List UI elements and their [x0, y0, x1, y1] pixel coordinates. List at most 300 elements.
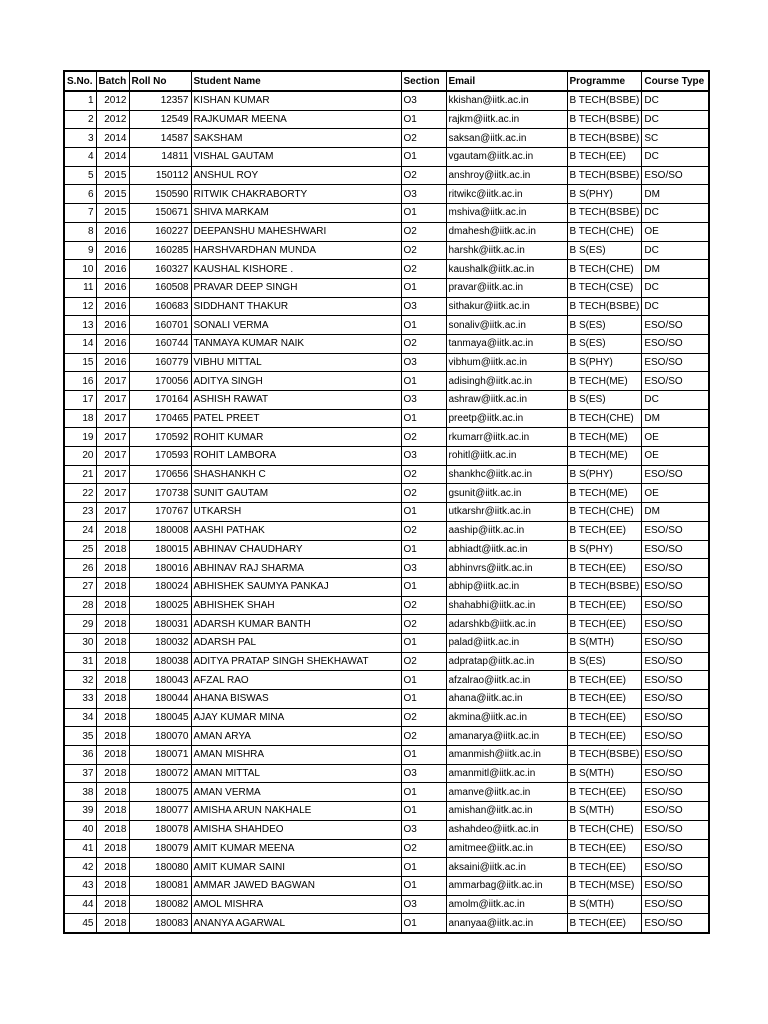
cell-email: sonaliv@iitk.ac.in — [446, 316, 567, 335]
cell-batch: 2016 — [96, 353, 129, 372]
cell-roll-no: 170465 — [129, 409, 191, 428]
cell-course-type: ESO/SO — [642, 465, 709, 484]
cell-section: O2 — [401, 596, 446, 615]
cell-course-type: OE — [642, 222, 709, 241]
cell-section: O3 — [401, 91, 446, 110]
cell-roll-no: 180071 — [129, 746, 191, 765]
cell-batch: 2018 — [96, 540, 129, 559]
cell-programme: B TECH(BSBE) — [567, 110, 642, 129]
cell-batch: 2016 — [96, 297, 129, 316]
table-row — [64, 708, 709, 727]
cell-student-name: ROHIT KUMAR — [191, 428, 401, 447]
cell-section: O1 — [401, 577, 446, 596]
cell-sno: 22 — [64, 484, 96, 503]
cell-batch: 2018 — [96, 727, 129, 746]
cell-course-type: DC — [642, 297, 709, 316]
cell-batch: 2018 — [96, 671, 129, 690]
cell-email: adarshkb@iitk.ac.in — [446, 615, 567, 634]
cell-programme: B TECH(EE) — [567, 690, 642, 709]
cell-section: O1 — [401, 633, 446, 652]
cell-sno: 28 — [64, 596, 96, 615]
cell-course-type: ESO/SO — [642, 820, 709, 839]
cell-sno: 44 — [64, 895, 96, 914]
cell-sno: 11 — [64, 278, 96, 297]
cell-email: ananyaa@iitk.ac.in — [446, 914, 567, 933]
cell-course-type: ESO/SO — [642, 596, 709, 615]
cell-roll-no: 14811 — [129, 148, 191, 167]
cell-sno: 34 — [64, 708, 96, 727]
cell-batch: 2016 — [96, 334, 129, 353]
cell-roll-no: 180032 — [129, 633, 191, 652]
header-section: Section — [401, 71, 446, 91]
table-row — [64, 802, 709, 821]
header-course-type: Course Type — [642, 71, 709, 91]
cell-email: pravar@iitk.ac.in — [446, 278, 567, 297]
cell-student-name: AMAN MISHRA — [191, 746, 401, 765]
cell-course-type: ESO/SO — [642, 372, 709, 391]
cell-student-name: DEEPANSHU MAHESHWARI — [191, 222, 401, 241]
cell-section: O1 — [401, 858, 446, 877]
cell-student-name: AMAN VERMA — [191, 783, 401, 802]
cell-email: adpratap@iitk.ac.in — [446, 652, 567, 671]
table-row — [64, 914, 709, 933]
cell-roll-no: 160683 — [129, 297, 191, 316]
cell-programme: B TECH(CHE) — [567, 503, 642, 522]
cell-programme: B TECH(EE) — [567, 783, 642, 802]
cell-course-type: ESO/SO — [642, 540, 709, 559]
cell-section: O1 — [401, 316, 446, 335]
cell-course-type: ESO/SO — [642, 577, 709, 596]
cell-course-type: DM — [642, 185, 709, 204]
cell-programme: B S(ES) — [567, 334, 642, 353]
cell-programme: B TECH(BSBE) — [567, 577, 642, 596]
cell-roll-no: 160227 — [129, 222, 191, 241]
cell-roll-no: 180043 — [129, 671, 191, 690]
cell-batch: 2018 — [96, 802, 129, 821]
cell-student-name: UTKARSH — [191, 503, 401, 522]
table-header — [64, 71, 709, 91]
cell-section: O3 — [401, 895, 446, 914]
cell-email: anshroy@iitk.ac.in — [446, 166, 567, 185]
cell-roll-no: 180008 — [129, 521, 191, 540]
cell-sno: 29 — [64, 615, 96, 634]
cell-course-type: ESO/SO — [642, 316, 709, 335]
cell-sno: 38 — [64, 783, 96, 802]
cell-roll-no: 180072 — [129, 764, 191, 783]
cell-section: O1 — [401, 914, 446, 933]
cell-roll-no: 180045 — [129, 708, 191, 727]
cell-email: amolm@iitk.ac.in — [446, 895, 567, 914]
cell-programme: B TECH(BSBE) — [567, 91, 642, 110]
cell-course-type: ESO/SO — [642, 615, 709, 634]
cell-batch: 2014 — [96, 148, 129, 167]
cell-sno: 31 — [64, 652, 96, 671]
cell-programme: B TECH(BSBE) — [567, 204, 642, 223]
cell-email: aaship@iitk.ac.in — [446, 521, 567, 540]
cell-sno: 8 — [64, 222, 96, 241]
cell-student-name: AASHI PATHAK — [191, 521, 401, 540]
cell-programme: B S(PHY) — [567, 185, 642, 204]
cell-email: kaushalk@iitk.ac.in — [446, 260, 567, 279]
table-row — [64, 428, 709, 447]
cell-batch: 2018 — [96, 521, 129, 540]
cell-email: mshiva@iitk.ac.in — [446, 204, 567, 223]
cell-programme: B TECH(EE) — [567, 559, 642, 578]
table-body — [64, 91, 709, 933]
cell-email: tanmaya@iitk.ac.in — [446, 334, 567, 353]
cell-section: O1 — [401, 409, 446, 428]
cell-email: gsunit@iitk.ac.in — [446, 484, 567, 503]
cell-programme: B TECH(EE) — [567, 521, 642, 540]
table-row — [64, 727, 709, 746]
cell-section: O3 — [401, 297, 446, 316]
table-row — [64, 148, 709, 167]
cell-batch: 2012 — [96, 110, 129, 129]
cell-section: O1 — [401, 503, 446, 522]
cell-student-name: AMISHA SHAHDEO — [191, 820, 401, 839]
cell-student-name: PRAVAR DEEP SINGH — [191, 278, 401, 297]
cell-batch: 2016 — [96, 222, 129, 241]
cell-programme: B TECH(EE) — [567, 596, 642, 615]
cell-sno: 10 — [64, 260, 96, 279]
header-batch: Batch — [96, 71, 129, 91]
cell-roll-no: 180031 — [129, 615, 191, 634]
cell-section: O2 — [401, 260, 446, 279]
cell-section: O1 — [401, 540, 446, 559]
cell-section: O3 — [401, 447, 446, 466]
cell-section: O1 — [401, 110, 446, 129]
cell-student-name: AMMAR JAWED BAGWAN — [191, 876, 401, 895]
cell-programme: B TECH(EE) — [567, 671, 642, 690]
cell-roll-no: 160779 — [129, 353, 191, 372]
cell-programme: B S(PHY) — [567, 540, 642, 559]
cell-roll-no: 170767 — [129, 503, 191, 522]
cell-student-name: ROHIT LAMBORA — [191, 447, 401, 466]
cell-sno: 12 — [64, 297, 96, 316]
cell-sno: 42 — [64, 858, 96, 877]
cell-sno: 13 — [64, 316, 96, 335]
cell-section: O2 — [401, 129, 446, 148]
cell-batch: 2016 — [96, 316, 129, 335]
cell-email: amanmish@iitk.ac.in — [446, 746, 567, 765]
cell-student-name: AHANA BISWAS — [191, 690, 401, 709]
cell-section: O2 — [401, 334, 446, 353]
cell-section: O1 — [401, 372, 446, 391]
cell-email: kkishan@iitk.ac.in — [446, 91, 567, 110]
cell-batch: 2017 — [96, 503, 129, 522]
cell-batch: 2018 — [96, 596, 129, 615]
cell-course-type: ESO/SO — [642, 633, 709, 652]
cell-sno: 16 — [64, 372, 96, 391]
cell-programme: B TECH(EE) — [567, 615, 642, 634]
cell-section: O1 — [401, 204, 446, 223]
cell-student-name: HARSHVARDHAN MUNDA — [191, 241, 401, 260]
cell-student-name: KISHAN KUMAR — [191, 91, 401, 110]
table-row — [64, 858, 709, 877]
cell-section: O2 — [401, 465, 446, 484]
cell-section: O2 — [401, 484, 446, 503]
cell-student-name: AJAY KUMAR MINA — [191, 708, 401, 727]
cell-email: amanve@iitk.ac.in — [446, 783, 567, 802]
cell-sno: 19 — [64, 428, 96, 447]
cell-course-type: DC — [642, 110, 709, 129]
cell-student-name: ABHISHEK SHAH — [191, 596, 401, 615]
cell-roll-no: 180024 — [129, 577, 191, 596]
cell-email: saksan@iitk.ac.in — [446, 129, 567, 148]
cell-course-type: ESO/SO — [642, 671, 709, 690]
cell-email: shahabhi@iitk.ac.in — [446, 596, 567, 615]
cell-email: palad@iitk.ac.in — [446, 633, 567, 652]
cell-course-type: ESO/SO — [642, 783, 709, 802]
table-row — [64, 316, 709, 335]
cell-sno: 43 — [64, 876, 96, 895]
cell-course-type: ESO/SO — [642, 690, 709, 709]
cell-batch: 2018 — [96, 839, 129, 858]
cell-section: O3 — [401, 353, 446, 372]
cell-student-name: RAJKUMAR MEENA — [191, 110, 401, 129]
cell-email: rkumarr@iitk.ac.in — [446, 428, 567, 447]
cell-email: akmina@iitk.ac.in — [446, 708, 567, 727]
cell-student-name: PATEL PREET — [191, 409, 401, 428]
table-row — [64, 540, 709, 559]
cell-roll-no: 160508 — [129, 278, 191, 297]
cell-sno: 1 — [64, 91, 96, 110]
cell-course-type: ESO/SO — [642, 764, 709, 783]
cell-section: O3 — [401, 559, 446, 578]
cell-programme: B TECH(ME) — [567, 372, 642, 391]
cell-batch: 2018 — [96, 690, 129, 709]
table-row — [64, 503, 709, 522]
cell-student-name: VISHAL GAUTAM — [191, 148, 401, 167]
cell-roll-no: 170656 — [129, 465, 191, 484]
cell-sno: 39 — [64, 802, 96, 821]
cell-sno: 7 — [64, 204, 96, 223]
cell-course-type: ESO/SO — [642, 858, 709, 877]
table-row — [64, 447, 709, 466]
cell-section: O2 — [401, 166, 446, 185]
table-row — [64, 577, 709, 596]
cell-sno: 21 — [64, 465, 96, 484]
cell-programme: B TECH(ME) — [567, 484, 642, 503]
cell-roll-no: 12357 — [129, 91, 191, 110]
cell-roll-no: 12549 — [129, 110, 191, 129]
cell-course-type: DC — [642, 241, 709, 260]
cell-programme: B TECH(CHE) — [567, 222, 642, 241]
header-row — [64, 71, 709, 91]
cell-sno: 26 — [64, 559, 96, 578]
cell-roll-no: 170593 — [129, 447, 191, 466]
table-row — [64, 895, 709, 914]
cell-roll-no: 150590 — [129, 185, 191, 204]
cell-student-name: ANSHUL ROY — [191, 166, 401, 185]
cell-student-name: ADITYA SINGH — [191, 372, 401, 391]
cell-sno: 18 — [64, 409, 96, 428]
cell-email: amitmee@iitk.ac.in — [446, 839, 567, 858]
cell-programme: B TECH(EE) — [567, 708, 642, 727]
table-row — [64, 690, 709, 709]
cell-student-name: AFZAL RAO — [191, 671, 401, 690]
cell-course-type: DC — [642, 148, 709, 167]
cell-sno: 24 — [64, 521, 96, 540]
table-row — [64, 615, 709, 634]
cell-programme: B S(ES) — [567, 391, 642, 410]
table-row — [64, 559, 709, 578]
cell-student-name: RITWIK CHAKRABORTY — [191, 185, 401, 204]
cell-batch: 2018 — [96, 708, 129, 727]
cell-batch: 2016 — [96, 278, 129, 297]
cell-batch: 2018 — [96, 764, 129, 783]
cell-batch: 2012 — [96, 91, 129, 110]
cell-course-type: ESO/SO — [642, 802, 709, 821]
cell-roll-no: 160327 — [129, 260, 191, 279]
cell-batch: 2014 — [96, 129, 129, 148]
cell-batch: 2015 — [96, 166, 129, 185]
cell-batch: 2017 — [96, 391, 129, 410]
cell-programme: B TECH(CHE) — [567, 260, 642, 279]
cell-batch: 2018 — [96, 746, 129, 765]
cell-student-name: SHASHANKH C — [191, 465, 401, 484]
cell-roll-no: 150112 — [129, 166, 191, 185]
cell-programme: B S(MTH) — [567, 895, 642, 914]
cell-roll-no: 170592 — [129, 428, 191, 447]
cell-section: O1 — [401, 876, 446, 895]
cell-student-name: AMISHA ARUN NAKHALE — [191, 802, 401, 821]
cell-student-name: ADARSH PAL — [191, 633, 401, 652]
cell-sno: 23 — [64, 503, 96, 522]
cell-student-name: AMOL MISHRA — [191, 895, 401, 914]
cell-roll-no: 180044 — [129, 690, 191, 709]
student-list-table — [63, 70, 710, 934]
cell-roll-no: 170164 — [129, 391, 191, 410]
cell-programme: B S(PHY) — [567, 353, 642, 372]
cell-course-type: DM — [642, 260, 709, 279]
cell-batch: 2017 — [96, 447, 129, 466]
table-row — [64, 839, 709, 858]
table-row — [64, 764, 709, 783]
cell-sno: 20 — [64, 447, 96, 466]
cell-course-type: DC — [642, 278, 709, 297]
cell-sno: 27 — [64, 577, 96, 596]
cell-section: O1 — [401, 783, 446, 802]
cell-programme: B TECH(BSBE) — [567, 129, 642, 148]
cell-programme: B TECH(BSBE) — [567, 746, 642, 765]
cell-email: ashraw@iitk.ac.in — [446, 391, 567, 410]
cell-student-name: KAUSHAL KISHORE . — [191, 260, 401, 279]
cell-course-type: ESO/SO — [642, 521, 709, 540]
cell-email: abhinvrs@iitk.ac.in — [446, 559, 567, 578]
cell-section: O1 — [401, 671, 446, 690]
cell-sno: 15 — [64, 353, 96, 372]
table-row — [64, 353, 709, 372]
cell-batch: 2017 — [96, 428, 129, 447]
table-row — [64, 820, 709, 839]
cell-student-name: ADARSH KUMAR BANTH — [191, 615, 401, 634]
cell-roll-no: 180025 — [129, 596, 191, 615]
cell-sno: 32 — [64, 671, 96, 690]
cell-batch: 2018 — [96, 876, 129, 895]
cell-course-type: DM — [642, 503, 709, 522]
header-email: Email — [446, 71, 567, 91]
cell-student-name: AMAN MITTAL — [191, 764, 401, 783]
cell-email: vibhum@iitk.ac.in — [446, 353, 567, 372]
header-student-name: Student Name — [191, 71, 401, 91]
cell-batch: 2018 — [96, 783, 129, 802]
cell-roll-no: 170056 — [129, 372, 191, 391]
cell-roll-no: 180082 — [129, 895, 191, 914]
cell-sno: 45 — [64, 914, 96, 933]
cell-email: abhiadt@iitk.ac.in — [446, 540, 567, 559]
cell-programme: B TECH(MSE) — [567, 876, 642, 895]
cell-batch: 2018 — [96, 577, 129, 596]
cell-programme: B TECH(CSE) — [567, 278, 642, 297]
cell-programme: B TECH(CHE) — [567, 409, 642, 428]
table-row — [64, 783, 709, 802]
table-row — [64, 671, 709, 690]
cell-course-type: DM — [642, 409, 709, 428]
cell-batch: 2018 — [96, 615, 129, 634]
cell-programme: B S(MTH) — [567, 633, 642, 652]
cell-batch: 2015 — [96, 204, 129, 223]
table-row — [64, 278, 709, 297]
cell-sno: 17 — [64, 391, 96, 410]
cell-section: O2 — [401, 708, 446, 727]
table-row — [64, 91, 709, 110]
table-row — [64, 241, 709, 260]
table-row — [64, 110, 709, 129]
cell-sno: 41 — [64, 839, 96, 858]
table-row — [64, 334, 709, 353]
cell-section: O3 — [401, 820, 446, 839]
cell-batch: 2017 — [96, 465, 129, 484]
cell-sno: 37 — [64, 764, 96, 783]
cell-roll-no: 180075 — [129, 783, 191, 802]
cell-course-type: SC — [642, 129, 709, 148]
cell-batch: 2017 — [96, 409, 129, 428]
cell-batch: 2018 — [96, 559, 129, 578]
cell-batch: 2017 — [96, 372, 129, 391]
cell-batch: 2018 — [96, 858, 129, 877]
cell-course-type: ESO/SO — [642, 727, 709, 746]
cell-email: rohitl@iitk.ac.in — [446, 447, 567, 466]
cell-student-name: TANMAYA KUMAR NAIK — [191, 334, 401, 353]
table-row — [64, 391, 709, 410]
cell-course-type: ESO/SO — [642, 746, 709, 765]
cell-student-name: VIBHU MITTAL — [191, 353, 401, 372]
cell-programme: B TECH(EE) — [567, 858, 642, 877]
cell-programme: B TECH(ME) — [567, 447, 642, 466]
cell-section: O2 — [401, 727, 446, 746]
cell-sno: 40 — [64, 820, 96, 839]
cell-roll-no: 160701 — [129, 316, 191, 335]
cell-section: O2 — [401, 241, 446, 260]
cell-course-type: ESO/SO — [642, 353, 709, 372]
cell-batch: 2018 — [96, 820, 129, 839]
cell-section: O2 — [401, 615, 446, 634]
cell-course-type: OE — [642, 428, 709, 447]
cell-student-name: AMIT KUMAR SAINI — [191, 858, 401, 877]
cell-programme: B TECH(EE) — [567, 839, 642, 858]
cell-sno: 2 — [64, 110, 96, 129]
cell-course-type: OE — [642, 447, 709, 466]
cell-section: O2 — [401, 652, 446, 671]
table-row — [64, 596, 709, 615]
cell-email: aksaini@iitk.ac.in — [446, 858, 567, 877]
cell-section: O1 — [401, 746, 446, 765]
cell-course-type: DC — [642, 204, 709, 223]
cell-sno: 36 — [64, 746, 96, 765]
cell-email: ashahdeo@iitk.ac.in — [446, 820, 567, 839]
cell-course-type: ESO/SO — [642, 166, 709, 185]
